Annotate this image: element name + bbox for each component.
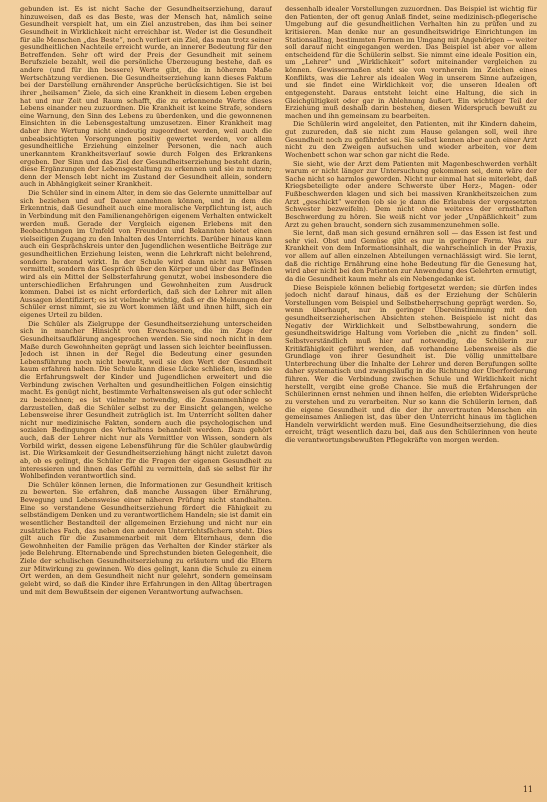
left-paragraph-4: Die Schüler können lernen, die Informationen zur Gesundheit kritisch zu bewerten. Sie erfahren, daß manche Aussagen über Ernährung, Bewegung und Lebensweise einer näheren Prüfung nicht standhalten. Eine so verstandene Gesundheitserziehung fördert die Fähigkeit zu selbständigem Denken und zu verantwortlichem Handeln; sie ist damit ein wesentlicher Bestandteil der allgemeinen Erziehung und nicht nur ein zusätzliches Fach, das neben den anderen Unterrichtsfächern steht. Dies gilt auch für die Zusammenarbeit mit dem Elternhaus, denn die Gewohnheiten der Familie prägen das Verhalten der Kinder stärker als jede Belehrung. Elternabende und Sprechstunden bieten Gelegenheit, die Ziele der schulischen Gesundheitserziehung zu erläutern und die Eltern zur Mitwirkung zu gewinnen. Wo dies gelingt, kann die Schule zu einem Ort werden, an dem Gesundheit nicht nur gelehrt, sondern gemeinsam gelebt wird, so daß die Kinder ihre Erfahrungen in den Alltag übertragen und mit dem Bewußtsein der eigenen Verantwortung aufwachsen. [20, 480, 272, 596]
left-text-column [20, 6, 272, 786]
right-paragraph-2: Die Schülerin wird angeleitet, den Patienten, mit ihr Kindern daheim, gut zuzureden, daß sie nicht zum Hause gelangen soll, weil ihre Gesundheit noch zu gefährdet sei. Sie selbst kennen aber auch einer Arzt nicht zu den Zweigen aufsuchen und wieder arbeiten, vor dem Wochenbett schon war schon gar nicht die Rede. [285, 120, 537, 159]
left-paragraph-1: gebunden ist. Es ist nicht Sache der Gesundheitserziehung, darauf hinzuweisen, daß es das Beste, was der Mensch hat, nämlich seine Gesundheit verspielt hat, um ein Ziel anzustreben, das ihm bei seiner Gesundheit in Wirklichkeit nicht erreichbar ist. Weder ist die Gesundheit für alle Menschen „das Beste“, noch verliert ein Ziel, das man trotz seiner gesundheitlichen Nachteile erreicht wurde, an innerer Bedeutung für den Betreffenden. Sehr oft wird der Preis der Gesundheit mit seinem Berufsziele bezahlt, weil die persönliche Überzeugung bestehe, daß es andere (und für ihn bessere) Werte gibt, die in höherem Maße Wertschätzung verdienen. Die Gesundheitserziehung kann dieses Faktum bei der Darstellung ernährender Ansprüche berücksichtigen. Sie ist bei ihrer „heilsamen“ Ziele, da sich eine Krankheit in diesem Leben ergeben hat und nur Zeit und Raum schafft, die zu erkennende Werte dieses Lebens einander neu zuzuordnen. Die Krankheit ist keine Strafe, sondern eine Warnung, den Sinn des Lebens zu überdenken, und die gewonnenen Einsichten in die Lebensgestaltung umzusetzen. Einer Krankheit mag daher ihre Wertung nicht eindeutig zugeordnet werden, weil auch die unbeabsichtigten Vorsorgungen positiv gewertet werden, vor allem gesundheitliche Erziehung einzelner Personen, die nach auch unerkanntem Krankheitsverlauf sowie durch Folgen des Erkrankens ergeben. Der Sinn und das Ziel der Gesundheitserziehung besteht darin, diese Ergänzungen der Lebensgestaltung zu erkennen und sie zu nutzen; denn der Mensch lebt nicht im Zustand der Gesundheit allein, sondern auch in Abhängigkeit seiner Krankheit. [20, 6, 272, 189]
right-paragraph-4: Sie lernt, daß man sich gesund ernähren soll — das Essen ist fest und sehr viel. Obst und Gemüse gibt es nur in geringer Form. Was zur Krankheit von dem Informationsinhalt, die wahrscheinlich in der Praxis, vor allem auf allen einzelnen Abteilungen vernachlässigt wird. Sie lernt, daß die richtige Ernährung eine hohe Bedeutung für die Genesung hat, wird aber nicht bei den Patienten zur Anwendung des Gelehrten ermutigt, da die Gesundheit kaum mehr als ein Nebengedanke ist. [285, 229, 537, 283]
right-paragraph-5: Diese Beispiele können beliebig fortgesetzt werden; sie dürfen indes jedoch nicht darauf hinaus, daß es der Erziehung der Schülerin Vorstellungen vom Beispiel und Selbstbeherrschung geprägt werden. So, wenn überhaupt, nur in geringer Übereinstimmung mit den gesundheitserzieherischen Absichten stehen. Beispiele ist nicht das Negativ der Wirklichkeit und Selbstbewahrung, sondern die gesundheitswidrige Haltung vom Vorleben die „nicht zu finden“ soll. Selbstverständlich muß hier auf notwendig, die Schülerin zur Kritikfähigkeit geführt werden, daß vorhandene Lebensweise als die Grundlage von ihrer Gesundheit ist. Die völlig unmittelbare Unterbrechung über die Inhalte der Lehrer und deren Berufungen sollte daher systematisch und zwangsläufig in die Richtung der Überforderung führen. Wer die Verbindung zwischen Schule und Wirklichkeit nicht herstellt, vergibt eine große Chance. Sie muß die Erfahrungen der Schülerinnen ernst nehmen und ihnen helfen, die erlebten Widersprüche zu verstehen und zu verarbeiten. Nur so kann die Schülerin lernen, daß die eigene Gesundheit und die der ihr anvertrauten Menschen ein gemeinsames Anliegen ist, das über den Unterricht hinaus im täglichen Handeln verwirklicht werden muß. Eine Gesundheitserziehung, die dies erreicht, trägt wesentlich dazu bei, daß aus den Schülerinnen von heute die verantwortungsbewußten Pflegekräfte von morgen werden. [285, 283, 537, 444]
right-paragraph-1: dessenhalb idealer Vorstellungen zuzuordnen. Das Beispiel ist wichtig für den Patienten, der oft genug Anlaß findet, seine medizinisch-pflegerische Umgebung auf die gesundheitlichen Verhalten hin zu prüfen und zu kritisieren. Man denke nur an gesundheitswidrige Einrichtungen im Stationsalltag, bestimmten Formen im Umgang mit Angehörigen — weiter soll darauf nicht eingegangen werden. Das Beispiel ist aber vor allem entscheidend für die Schülerin selbst. Sie nimmt eine ideale Position ein, um „Lehrer“ und „Wirklichkeit“ sofort miteinander vergleichen zu können. Gewissermaßen steht sie von vornherein im Zeichen eines Konflikts, was die Lehrer als idealen Weg in unserem Sinne aufzeigen, und sie findet eine Wirklichkeit vor, die unseren Idealen oft entgegensteht. Daraus entsteht leicht eine Haltung, die sich in Gleichgültigkeit oder gar in Ablehnung äußert. Ein wichtiger Teil der Erziehung muß deshalb darin bestehen, diesen Widerspruch bewußt zu machen und ihn gemeinsam zu bearbeiten. [285, 6, 537, 120]
left-paragraph-3: Die Schüler als Zielgruppe der Gesundheitserziehung unterscheiden sich in mancher Hinsicht von Erwachsenen, die im Zuge der Gesundheitsaufklärung angesprochen werden. Sie sind noch nicht in dem Maße durch Gewohnheiten geprägt und lassen sich leichter beeinflussen. Jedoch ist ihnen in der Regel die Bedeutung einer gesunden Lebensführung noch nicht bewußt, weil sie den Wert der Gesundheit kaum erfahren haben. Die Schule kann diese Lücke schließen, indem sie die Erfahrungswelt der Kinder und Jugendlichen erweitert und die Verbindung zwischen Verhalten und gesundheitlichen Folgen einsichtig macht. Es genügt nicht, bestimmte Verhaltensweisen als gut oder schlecht zu bezeichnen; es ist vielmehr notwendig, die Zusammenhänge so darzustellen, daß die Schüler selbst zu der Einsicht gelangen, welche Lebensweise ihrer Gesundheit zuträglich ist. Im Unterricht sollten daher nicht nur medizinische Fakten, sondern auch die psychologischen und sozialen Bedingungen des Verhaltens behandelt werden. Dazu gehört auch, daß der Lehrer nicht nur als Vermittler von Wissen, sondern als Vorbild wirkt, dessen eigene Lebensführung für die Schüler glaubwürdig ist. Die Wirksamkeit der Gesundheitserziehung hängt nicht zuletzt davon ab, ob es gelingt, die Schüler für die Fragen der eigenen Gesundheit zu interessieren und ihnen das Gefühl zu vermitteln, daß sie selbst für ihr Wohlbefinden verantwortlich sind. [20, 319, 272, 481]
left-paragraph-2: Die Schüler sind in einem Alter, in dem sie das Gelernte unmittelbar auf sich beziehen und auf Dauer annehmen können, und in dem die Erkenntnis, daß Gesundheit auch eine moralische Verpflichtung ist, auch in Verbindung mit den Familienangehörigen eigenem Verhalten entwickelt werden muß. Gerade der Vergleich eigenen Erlebens mit den Beobachtungen im Umfeld von Freunden und Bekannten bietet einen vielseitigen Zugang zu den Inhalten des Unterrichts. Darüber hinaus kann auch ein Gesprächskreis unter den Jugendlichen wesentliche Beiträge zur gesundheitlichen Erziehung leisten, wenn die Lehrkraft nicht belehrend, sondern beratend wirkt. In der Schule wird dann nicht nur Wissen vermittelt, sondern das Gespräch über den Körper und über das Befinden wird als ein Mittel der Selbsterfahrung genutzt, wobei insbesondere die unterschiedlichen Erfahrungen und Gewohnheiten zum Ausdruck kommen. Dabei ist es nicht erforderlich, daß sich der Lehrer mit allen Aussagen identifiziert; es ist vielmehr wichtig, daß er die Meinungen der Schüler ernst nimmt, sie zu Wort kommen läßt und ihnen hilft, sich ein eigenes Urteil zu bilden. [20, 189, 272, 319]
right-paragraph-3: Sie sieht, wie der Arzt dem Patienten mit Magenbeschwerden verhält warum er nicht länger zur Untersuchung gekommen sei, denn wäre der Sache nicht so harmlos geworden. Nicht nur einmal hat sie miterlebt, daß Kriegsbeteiligte oder andere Schwerste über Herz-, Magen- oder Fußbeschwerden klagen und sich bei massiven Krankheitszeichen zum Arzt „geschickt“ werden (ob sie je dann die Erlaubnis der vorgesetzten Schwester bezweifeln). Dem nicht ohne weiteres der ernsthaften Beschwerdung zu hören. Sie weiß nicht vor jeder „Unpäßlichkeit“ zum Arzt zu gehen braucht, sondern sich zusammenzunehmen solle. [285, 159, 537, 229]
page-number: 11 [522, 785, 533, 794]
right-text-column [285, 6, 537, 786]
